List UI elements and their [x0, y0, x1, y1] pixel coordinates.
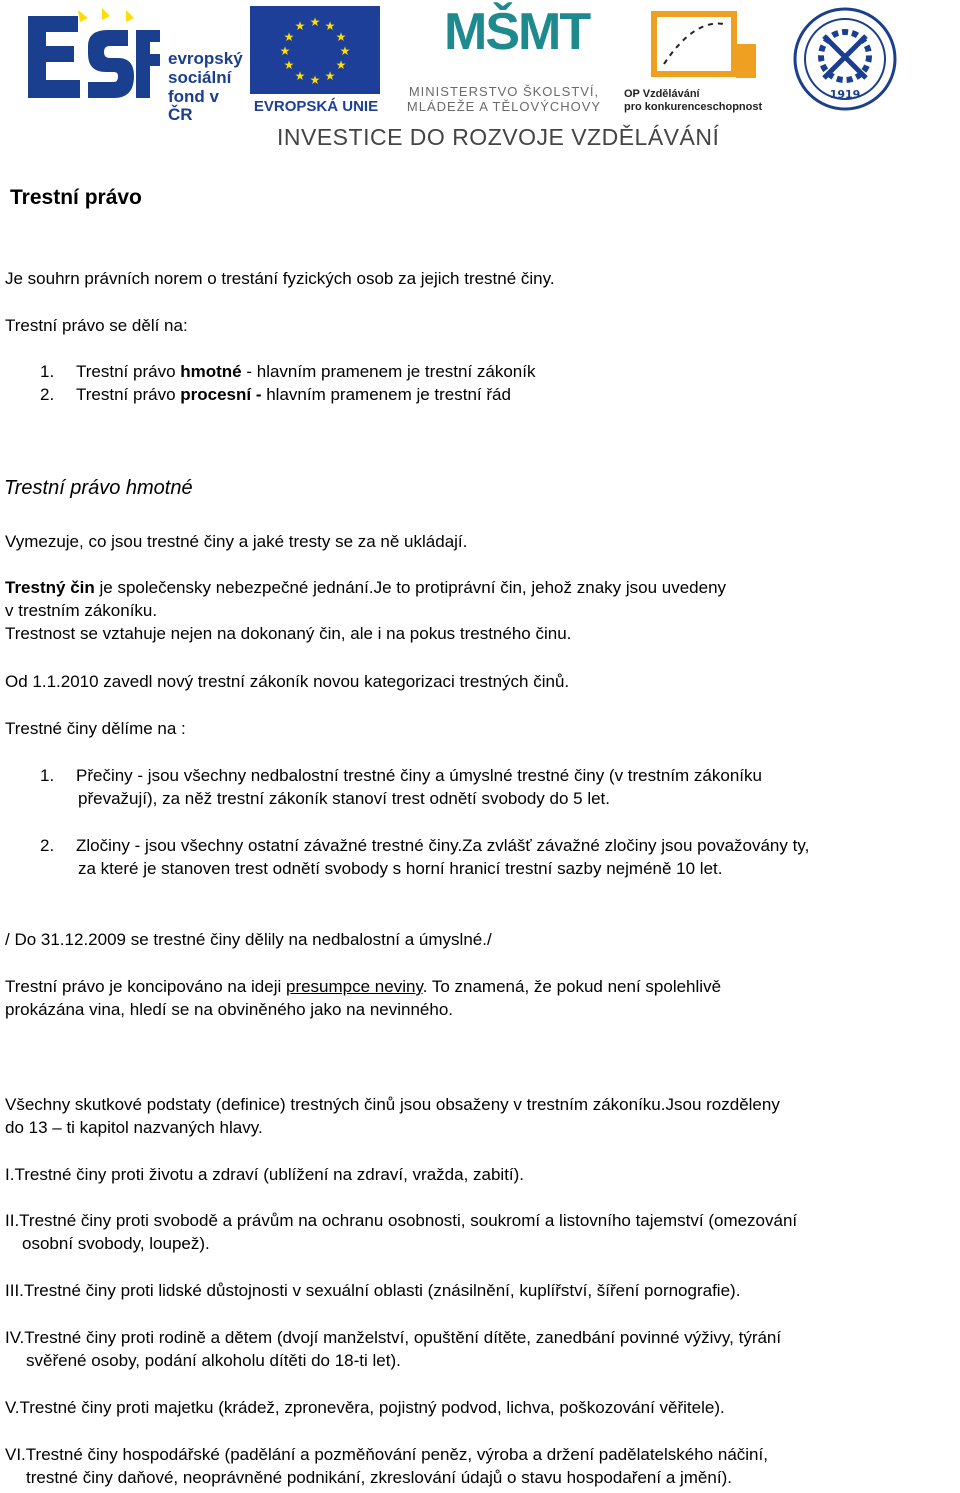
eu-stars [250, 6, 380, 94]
list-item-1-bold: hmotné [180, 362, 242, 381]
msmt-line-1: MINISTERSTVO ŠKOLSTVÍ, [408, 84, 600, 99]
seal-year: 1919 [829, 88, 861, 101]
svg-text:★: ★ [335, 58, 347, 72]
presumption-text-b: . To znamená, že pokud není spolehlivě [422, 977, 722, 996]
chapter-1: I.Trestné činy proti životu a zdraví (ublížení na zdraví, vražda, zabití). [5, 1165, 525, 1184]
svg-text:★: ★ [283, 30, 295, 44]
presumption-link[interactable]: presumpce neviny [285, 977, 423, 996]
op-line-2: pro konkurenceschopnost [624, 101, 763, 113]
old-law-note: / Do 31.12.2009 se trestné činy dělily na nedbalostní a úmyslné./ [5, 930, 492, 949]
chapter-3: III.Trestné činy proti lidské důstojnosti v sexuální oblasti (znásilnění, kuplířství, šíření pornografie). [5, 1281, 741, 1300]
categories-intro: Trestné činy dělíme na : [5, 719, 186, 738]
chapters-line-1: Všechny skutkové podstaty (definice) trestných činů jsou obsaženy v trestním zákoníku.Jsou rozděleny [5, 1095, 780, 1114]
intro-paragraph: Je souhrn právních norem o trestání fyzických osob za jejich trestné činy. [5, 269, 555, 288]
presumption-paragraph [5, 975, 721, 998]
svg-text:★: ★ [279, 44, 291, 58]
list-item-1-number: 1. [40, 362, 55, 381]
chapter-4-line-1: IV.Trestné činy proti rodině a dětem (dvojí manželství, opuštění dítěte, zanedbání povinné výživy, týrání [5, 1328, 782, 1347]
page-title: Trestní právo [10, 186, 142, 209]
category-1-number: 1. [40, 766, 55, 785]
svg-text:★: ★ [283, 58, 295, 72]
msmt-line-2: MLÁDEŽE A TĚLOVÝCHOVY [406, 99, 602, 114]
category-2-number: 2. [40, 836, 55, 855]
op-line-1: OP Vzdělávání [624, 88, 700, 100]
crime-definition [5, 576, 726, 599]
seal-icon [792, 6, 898, 112]
eu-logo [250, 6, 382, 114]
list-item-2 [76, 383, 511, 406]
liability-paragraph: Trestnost se vztahuje nejen na dokonaný čin, ale i na pokus trestného činu. [5, 624, 572, 643]
chapter-2-line-1: II.Trestné činy proti svobodě a právům na ochranu osobnosti, soukromí a listovního tajemství (omezování [5, 1211, 798, 1230]
presumption-text-a: Trestní právo je koncipováno na ideji [5, 977, 286, 996]
investice-heading: INVESTICE DO ROZVOJE VZDĚLÁVÁNÍ [277, 124, 720, 150]
svg-text:★: ★ [324, 69, 336, 83]
svg-text:★: ★ [294, 69, 306, 83]
list-item-2-text-a: Trestní právo [76, 385, 181, 404]
category-1-line-2: převažují), za něž trestní zákoník stanoví trest odnětí svobody do 5 let. [78, 789, 611, 808]
op-mark-icon [624, 4, 774, 84]
division-intro: Trestní právo se dělí na: [5, 316, 188, 335]
list-item-1 [76, 360, 535, 383]
op-logo [624, 4, 774, 114]
definition-paragraph: Vymezuje, co jsou trestné činy a jaké tresty se za ně ukládají. [5, 532, 468, 551]
chapter-4-line-2: svěřené osoby, podání alkoholu dítěti do 18-ti let). [26, 1351, 401, 1370]
crime-term: Trestný čin [5, 578, 95, 597]
list-item-2-text-c: hlavním pramenem je trestní řád [261, 385, 511, 404]
seal-logo [792, 6, 898, 112]
list-item-1-text-a: Trestní právo [76, 362, 181, 381]
list-item-2-bold: procesní - [180, 385, 262, 404]
msmt-logo [390, 2, 618, 114]
svg-text:★: ★ [324, 19, 336, 33]
chapter-6-line-2: trestné činy daňové, neoprávněné podnikání, zkreslování údajů o stavu hospodaření a jmění). [26, 1468, 732, 1487]
esf-logo [18, 6, 243, 124]
eu-flag-icon [250, 6, 380, 94]
chapter-5: V.Trestné činy proti majetku (krádež, zpronevěra, pojistný podvod, lichva, poškozování věřitele). [5, 1398, 725, 1417]
esf-line-3: fond v ČR [168, 87, 219, 124]
crime-definition-line-2: v trestním zákoníku. [5, 601, 158, 620]
eu-text: EVROPSKÁ UNIE [253, 98, 379, 115]
chapter-2-line-2: osobní svobody, loupež). [22, 1234, 210, 1253]
esf-logo-mark [18, 6, 163, 114]
list-item-2-number: 2. [40, 385, 55, 404]
svg-text:★: ★ [339, 44, 351, 58]
list-item-1-text-c: - hlavním pramenem je trestní zákoník [241, 362, 536, 381]
svg-text:★: ★ [309, 73, 321, 87]
crime-definition-rest: je společensky nebezpečné jednání.Je to protiprávní čin, jehož znaky jsou uvedeny [94, 578, 727, 597]
svg-text:★: ★ [294, 19, 306, 33]
svg-text:★: ★ [335, 30, 347, 44]
logo-banner [0, 0, 960, 160]
svg-text:★: ★ [309, 15, 321, 29]
presumption-line-2: prokázána vina, hledí se na obviněného jako na nevinného. [5, 1000, 454, 1019]
chapters-line-2: do 13 – ti kapitol nazvaných hlavy. [5, 1118, 263, 1137]
esf-line-1: evropský [168, 49, 243, 68]
new-code-paragraph: Od 1.1.2010 zavedl nový trestní zákoník novou kategorizaci trestných činů. [5, 672, 570, 691]
category-1-line-1: Přečiny - jsou všechny nedbalostní trestné činy a úmyslné trestné činy (v trestním zákoníku [76, 766, 762, 785]
section-subtitle: Trestní právo hmotné [4, 477, 193, 499]
msmt-mark-icon: MŠMT [444, 3, 590, 61]
esf-line-2: sociální [168, 68, 232, 87]
category-2-line-2: za které je stanoven trest odnětí svobody s horní hranicí trestní sazby nejméně 10 let. [78, 859, 723, 878]
chapter-6-line-1: VI.Trestné činy hospodářské (padělání a pozměňování peněz, výroba a držení padělatelského náčiní, [5, 1445, 768, 1464]
category-2-line-1: Zločiny - jsou všechny ostatní závažné trestné činy.Za zvlášť závažné zločiny jsou považovány ty, [76, 836, 810, 855]
